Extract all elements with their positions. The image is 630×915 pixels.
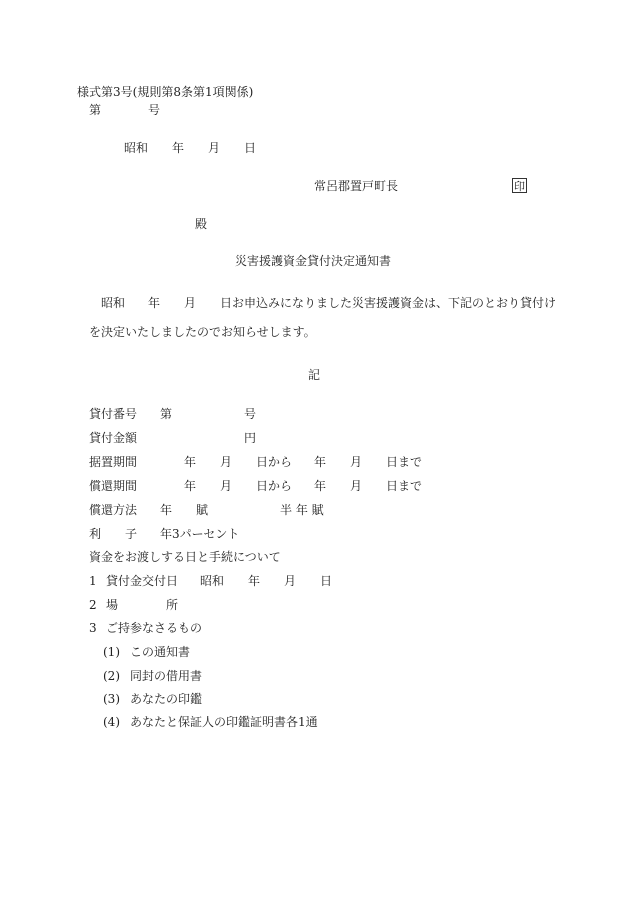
body-era: 昭和 [101, 296, 126, 310]
repayment-method-fu: 賦 [196, 503, 209, 517]
belonging-1-text: この通知書 [130, 645, 191, 659]
belonging-4-text: あなたと保証人の印鑑証明書各1通 [130, 715, 318, 729]
repay-day-1: 日から [256, 479, 293, 493]
belonging-4-num: (4) [103, 715, 120, 729]
belonging-2-text: 同封の借用書 [130, 669, 203, 683]
procedure-1-era: 昭和 [200, 574, 225, 588]
body-month: 月 [184, 296, 197, 310]
procedure-2-num: 2 [89, 598, 97, 612]
procedure-1-day: 日 [320, 574, 333, 588]
repay-year-2: 年 [314, 479, 327, 493]
addressee-honorific: 殿 [195, 217, 208, 231]
procedure-3-num: 3 [89, 621, 97, 635]
grace-year-1: 年 [184, 455, 197, 469]
belonging-1-num: (1) [103, 645, 120, 659]
loan-number-label: 貸付番号 [89, 407, 138, 421]
grace-period-label: 据置期間 [89, 455, 138, 469]
interest-rate: 年3パーセント [160, 527, 240, 541]
date-year: 年 [172, 141, 185, 155]
interest-label-1: 利 [89, 527, 102, 541]
repay-month-1: 月 [220, 479, 233, 493]
seal-mark: 印 [514, 180, 525, 193]
ki-heading: 記 [308, 368, 321, 382]
repay-month-2: 月 [350, 479, 363, 493]
procedure-1-label: 貸付金交付日 [106, 574, 179, 588]
procedure-1-num: 1 [89, 574, 97, 588]
grace-day-1: 日から [256, 455, 293, 469]
repay-year-1: 年 [184, 479, 197, 493]
grace-day-2: 日まで [386, 455, 423, 469]
loan-amount-unit: 円 [244, 431, 257, 445]
body-year: 年 [148, 296, 161, 310]
interest-label-2: 子 [125, 527, 138, 541]
grace-month-2: 月 [350, 455, 363, 469]
loan-amount-label: 貸付金額 [89, 431, 138, 445]
procedure-2-label-2: 所 [166, 598, 179, 612]
procedure-heading: 資金をお渡しする日と手続について [89, 550, 281, 564]
loan-number-suffix: 号 [244, 407, 257, 421]
loan-number-prefix: 第 [160, 407, 173, 421]
repayment-method-year: 年 [160, 503, 173, 517]
belonging-2-num: (2) [103, 669, 120, 683]
document-title: 災害援護資金貸付決定通知書 [235, 254, 392, 268]
doc-number-prefix: 第 [89, 103, 102, 117]
procedure-2-label-1: 場 [106, 598, 119, 612]
doc-number-suffix: 号 [148, 103, 161, 117]
procedure-1-year: 年 [248, 574, 261, 588]
repayment-method-half: 半 年 賦 [280, 503, 324, 517]
grace-month-1: 月 [220, 455, 233, 469]
belonging-3-text: あなたの印鑑 [130, 692, 203, 706]
body-text-2: を決定いたしましたのでお知らせします。 [89, 325, 316, 339]
form-number: 様式第3号(規則第8条第1項関係) [77, 85, 254, 99]
procedure-3-label: ご持参なさるもの [106, 621, 203, 635]
procedure-1-month: 月 [284, 574, 297, 588]
repay-day-2: 日まで [386, 479, 423, 493]
belonging-3-num: (3) [103, 692, 120, 706]
body-text-1: 日お申込みになりました災害援護資金は、下記のとおり貸付け [220, 296, 557, 310]
issuer-name: 常呂郡置戸町長 [314, 179, 399, 193]
date-era: 昭和 [124, 141, 149, 155]
grace-year-2: 年 [314, 455, 327, 469]
date-day: 日 [244, 141, 257, 155]
date-month: 月 [208, 141, 221, 155]
repayment-method-label: 償還方法 [89, 503, 138, 517]
repayment-period-label: 償還期間 [89, 479, 138, 493]
